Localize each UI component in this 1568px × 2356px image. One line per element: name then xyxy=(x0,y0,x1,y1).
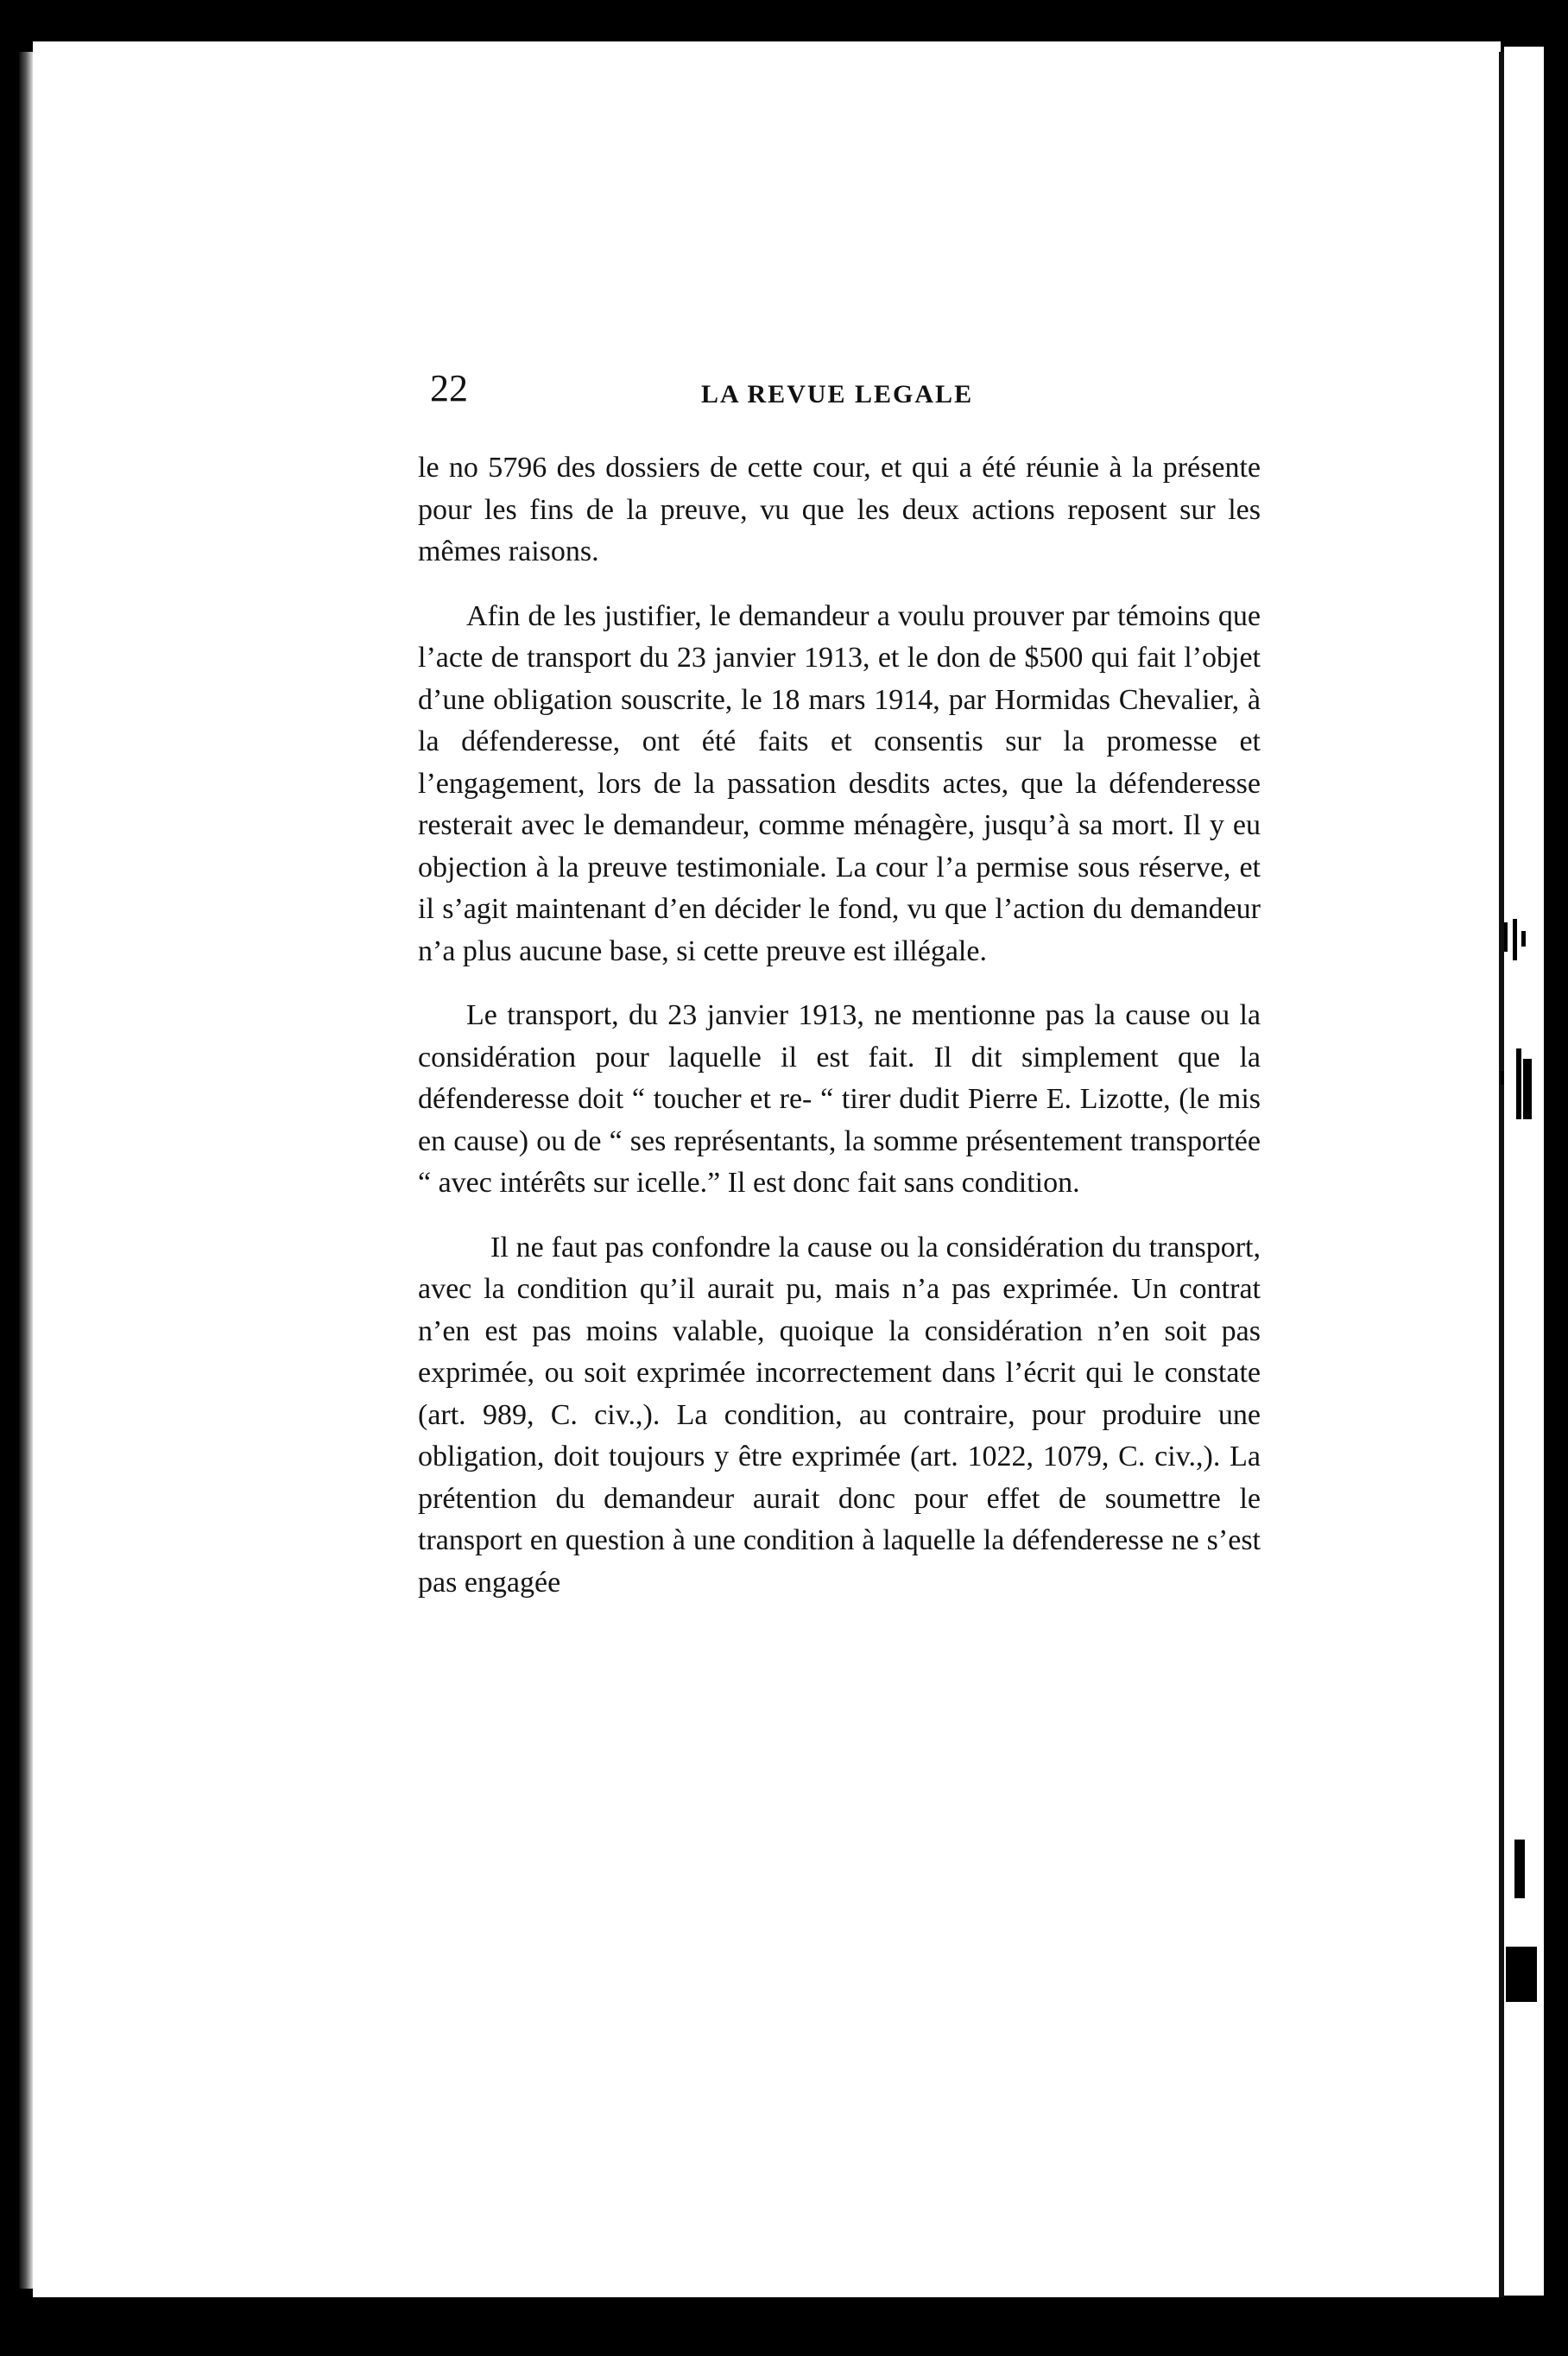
running-head: LA REVUE LEGALE xyxy=(701,380,974,408)
edge-mark xyxy=(1516,1048,1521,1119)
edge-mark xyxy=(1513,919,1517,960)
edge-mark xyxy=(1506,1947,1537,2002)
edge-mark xyxy=(1523,1059,1532,1119)
body-text xyxy=(418,447,1261,1626)
edge-mark xyxy=(1521,931,1526,947)
facing-page-strip xyxy=(1504,47,1544,2296)
paragraph: Il ne faut pas confondre la cause ou la considération du transport, avec la condition qu’il aurait pu, mais n’a pas exprimée. Un contrat n’en est pas moins valable, quoique la considération n’en soit pas exprimée, ou soit exprimée incorrectement dans l’écrit qui le constate (art. 989, C. civ.,). La condition, au contraire, pour produire une obligation, doit toujours y être exprimée (art. 1022, 1079, C. civ.,). La prétention du demandeur aurait donc pour effet de soumettre le transport en question à une condition à laquelle la défenderesse ne s’est pas engagée xyxy=(418,1231,1261,1599)
paragraph-continued: le no 5796 des dossiers de cette cour, et qui a été réunie à la présente pour les fins de la preuve, vu que les deux actions reposent sur les mêmes raisons. xyxy=(418,452,1261,567)
paragraph: Le transport, du 23 janvier 1913, ne mentionne pas la cause ou la considération pour laquelle il est fait. Il dit simplement que la défenderesse doit “ toucher et re- “ tirer dudit Pierre E. Lizotte, (le mis en cause) ou de “ ses représentants, la somme présentement transportée “ avec intérêts sur icelle.” Il est donc fait sans condition. xyxy=(418,999,1261,1199)
edge-mark xyxy=(1501,1071,1504,1085)
edge-mark xyxy=(1514,1840,1525,1898)
page-number: 22 xyxy=(430,367,468,409)
edge-mark xyxy=(1504,922,1508,952)
paragraph: Afin de les justifier, le demandeur a voulu prouver par témoins que l’acte de transport du 23 janvier 1913, et le don de $500 qui fait l’objet d’une obligation souscrite, le 18 mars 1914, par Hormidas Chevalier, à la défenderesse, ont été faits et consentis sur la promesse et l’engagement, lors de la passation desdits actes, que la défenderesse resterait avec le demandeur, comme ménagère, jusqu’à sa mort. Il y eu objection à la preuve testimoniale. La cour l’a permise sous réserve, et il s’agit maintenant d’en décider le fond, vu que l’action du demandeur n’a plus aucune base, si cette preuve est illégale. xyxy=(418,599,1261,967)
